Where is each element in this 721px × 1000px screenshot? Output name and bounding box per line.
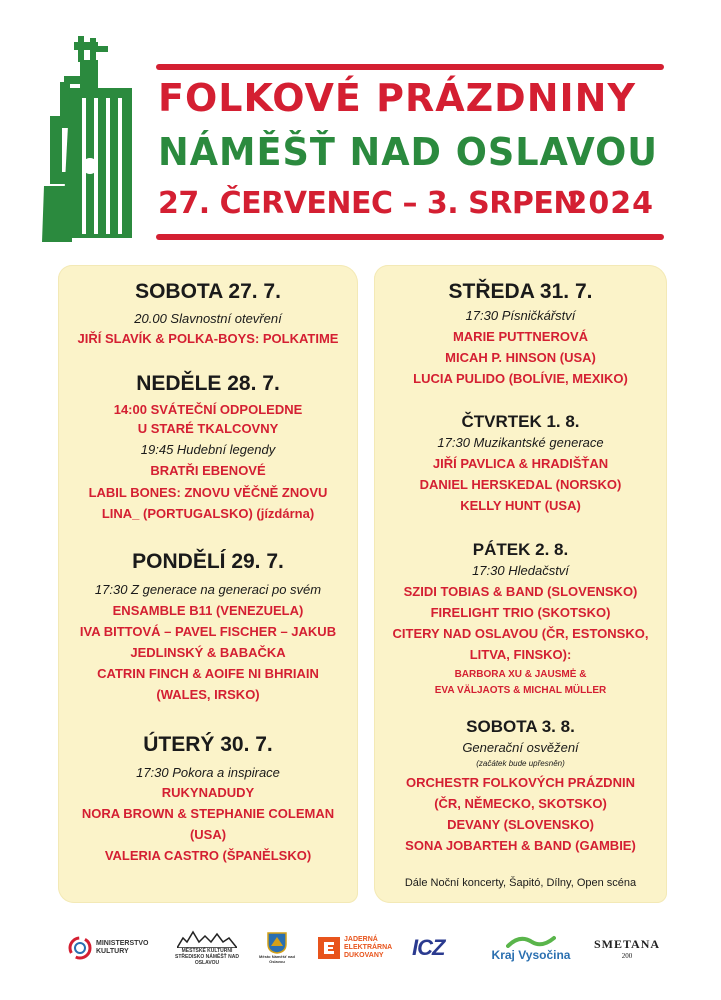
sponsor-mesto	[258, 920, 296, 976]
performer: JIŘÍ PAVLICA & HRADIŠŤAN	[432, 456, 609, 471]
performer: LUCIA PULIDO (BOLÍVIE, MEXIKO)	[413, 371, 628, 386]
event-note: (začátek bude upřesněn)	[476, 759, 565, 768]
town-coat-of-arms-icon	[267, 932, 287, 954]
sponsor-jedu	[318, 920, 398, 976]
performer: (WALES, IRSKO)	[156, 687, 260, 702]
bottom-rule	[156, 234, 664, 240]
sponsor-label: MINISTERSTVO KULTURY	[96, 940, 149, 955]
performer-small: BARBORA XU & JAUSMĖ &	[454, 669, 587, 680]
festival-year: 2024	[566, 186, 654, 221]
program-left-column	[58, 265, 358, 903]
logo-foot	[42, 186, 72, 242]
day-heading: NEDĚLE 28. 7.	[136, 372, 280, 395]
sponsor-mks	[172, 920, 242, 976]
performer: CATRIN FINCH & AOIFE NI BHRIAIN	[97, 666, 319, 681]
sponsor-label: JADERNÁ ELEKTRÁRNA DUKOVANY	[344, 936, 392, 959]
performer: (USA)	[189, 827, 227, 842]
festival-title: FOLKOVÉ PRÁZDNINY	[158, 76, 636, 120]
footer-note: Dále Noční koncerty, Šapitó, Dílny, Open scéna	[404, 877, 637, 889]
performer: ENSAMBLE B11 (VENEZUELA)	[112, 603, 304, 618]
sponsor-bar	[0, 920, 721, 980]
festival-dates: 27. ČERVENEC – 3. SRPEN	[158, 186, 578, 221]
performer: LINA_ (PORTUGALSKO) (jízdárna)	[101, 506, 315, 521]
day-heading: SOBOTA 27. 7.	[135, 280, 281, 303]
day-heading: SOBOTA 3. 8.	[466, 717, 575, 736]
logo-soundhole	[82, 158, 98, 174]
performer-small: EVA VÄLJAOTS & MICHAL MÜLLER	[434, 685, 607, 696]
event-time: 17:30 Z generace na generaci po svém	[94, 582, 322, 597]
icz-logo-text: ICZ	[412, 935, 445, 960]
performer: JEDLINSKÝ & BABAČKA	[130, 645, 286, 660]
performer: BRATŘI EBENOVÉ	[150, 463, 266, 478]
performer: CITERY NAD OSLAVOU (ČR, ESTONSKO,	[392, 626, 649, 641]
event-time: 20.00 Slavnostní otevření	[134, 311, 282, 326]
festival-dates-row	[158, 184, 654, 224]
event-title: U STARÉ TKALCOVNY	[137, 421, 279, 436]
event-time: 17:30 Muzikantské generace	[437, 435, 604, 450]
sponsor-smetana	[592, 920, 662, 976]
performer: LABIL BONES: ZNOVU VĚČNĚ ZNOVU	[88, 485, 328, 500]
performer: (ČR, NĚMECKO, SKOTSKO)	[434, 796, 607, 811]
performer: LITVA, FINSKO):	[469, 647, 572, 662]
performer: SONA JOBARTEH & BAND (GAMBIE)	[405, 838, 636, 853]
performer: SZIDI TOBIAS & BAND (SLOVENSKO)	[403, 584, 638, 599]
vysocina-wave-icon	[506, 934, 556, 948]
sponsor-ministerstvo-kultury	[68, 920, 158, 976]
cez-logo-icon	[318, 937, 340, 959]
logo-string	[118, 98, 122, 234]
day-heading: ČTVRTEK 1. 8.	[461, 412, 580, 431]
festival-location: NÁMĚŠŤ NAD OSLAVOU	[158, 130, 658, 174]
day-heading: PONDĚLÍ 29. 7.	[132, 550, 284, 573]
performer: FIRELIGHT TRIO (SKOTSKO)	[430, 605, 611, 620]
logo-peg	[90, 38, 96, 62]
performer: JIŘÍ SLAVÍK & POLKA-BOYS: POLKATIME	[77, 331, 339, 346]
sponsor-kraj-vysocina	[486, 920, 576, 976]
performer: MARIE PUTTNEROVÁ	[452, 329, 589, 344]
town-skyline-icon	[177, 930, 237, 948]
top-rule	[156, 64, 664, 70]
event-time: 17:30 Pokora a inspirace	[136, 765, 280, 780]
festival-logo	[40, 36, 140, 244]
performer: VALERIA CASTRO (ŠPANĚLSKO)	[104, 848, 312, 863]
event-time: Generační osvěžení	[462, 740, 579, 755]
day-heading: STŘEDA 31. 7.	[448, 280, 593, 303]
program-right-column	[374, 265, 667, 903]
logo-peg	[78, 36, 84, 62]
day-heading: ÚTERÝ 30. 7.	[143, 733, 273, 756]
performer: IVA BITTOVÁ – PAVEL FISCHER – JAKUB	[79, 624, 337, 639]
performer: DANIEL HERSKEDAL (NORSKO)	[419, 477, 622, 492]
smetana-logo-text: SMETANA	[593, 936, 661, 951]
sponsor-icz	[412, 920, 462, 976]
performer: DEVANY (SLOVENSKO)	[447, 817, 594, 832]
performer: RUKYNADUDY	[161, 785, 255, 800]
day-heading: PÁTEK 2. 8.	[472, 540, 569, 559]
logo-peg	[96, 46, 108, 52]
event-time: 17:30 Hledačství	[472, 563, 569, 578]
sponsor-label: Kraj Vysočina	[491, 948, 571, 962]
event-title: 14:00 SVÁTEČNÍ ODPOLEDNE	[113, 402, 303, 417]
ministry-logo-icon	[68, 936, 92, 960]
event-time: 19:45 Hudební legendy	[140, 442, 276, 457]
performer: MICAH P. HINSON (USA)	[445, 350, 596, 365]
sponsor-label: Město Náměšť nad Oslavou	[259, 954, 295, 964]
logo-head	[80, 60, 98, 90]
performer: KELLY HUNT (USA)	[460, 498, 581, 513]
smetana-sub-text: 200	[621, 951, 633, 960]
event-time: 17:30 Písničkářství	[465, 308, 576, 323]
sponsor-label: MĚSTSKÉ KULTURNÍ STŘEDISKO NÁMĚŠŤ NAD OSLAVOU	[175, 948, 239, 966]
performer: ORCHESTR FOLKOVÝCH PRÁZDNIN	[406, 775, 635, 790]
performer: NORA BROWN & STEPHANIE COLEMAN	[81, 806, 335, 821]
logo-string	[106, 98, 110, 234]
